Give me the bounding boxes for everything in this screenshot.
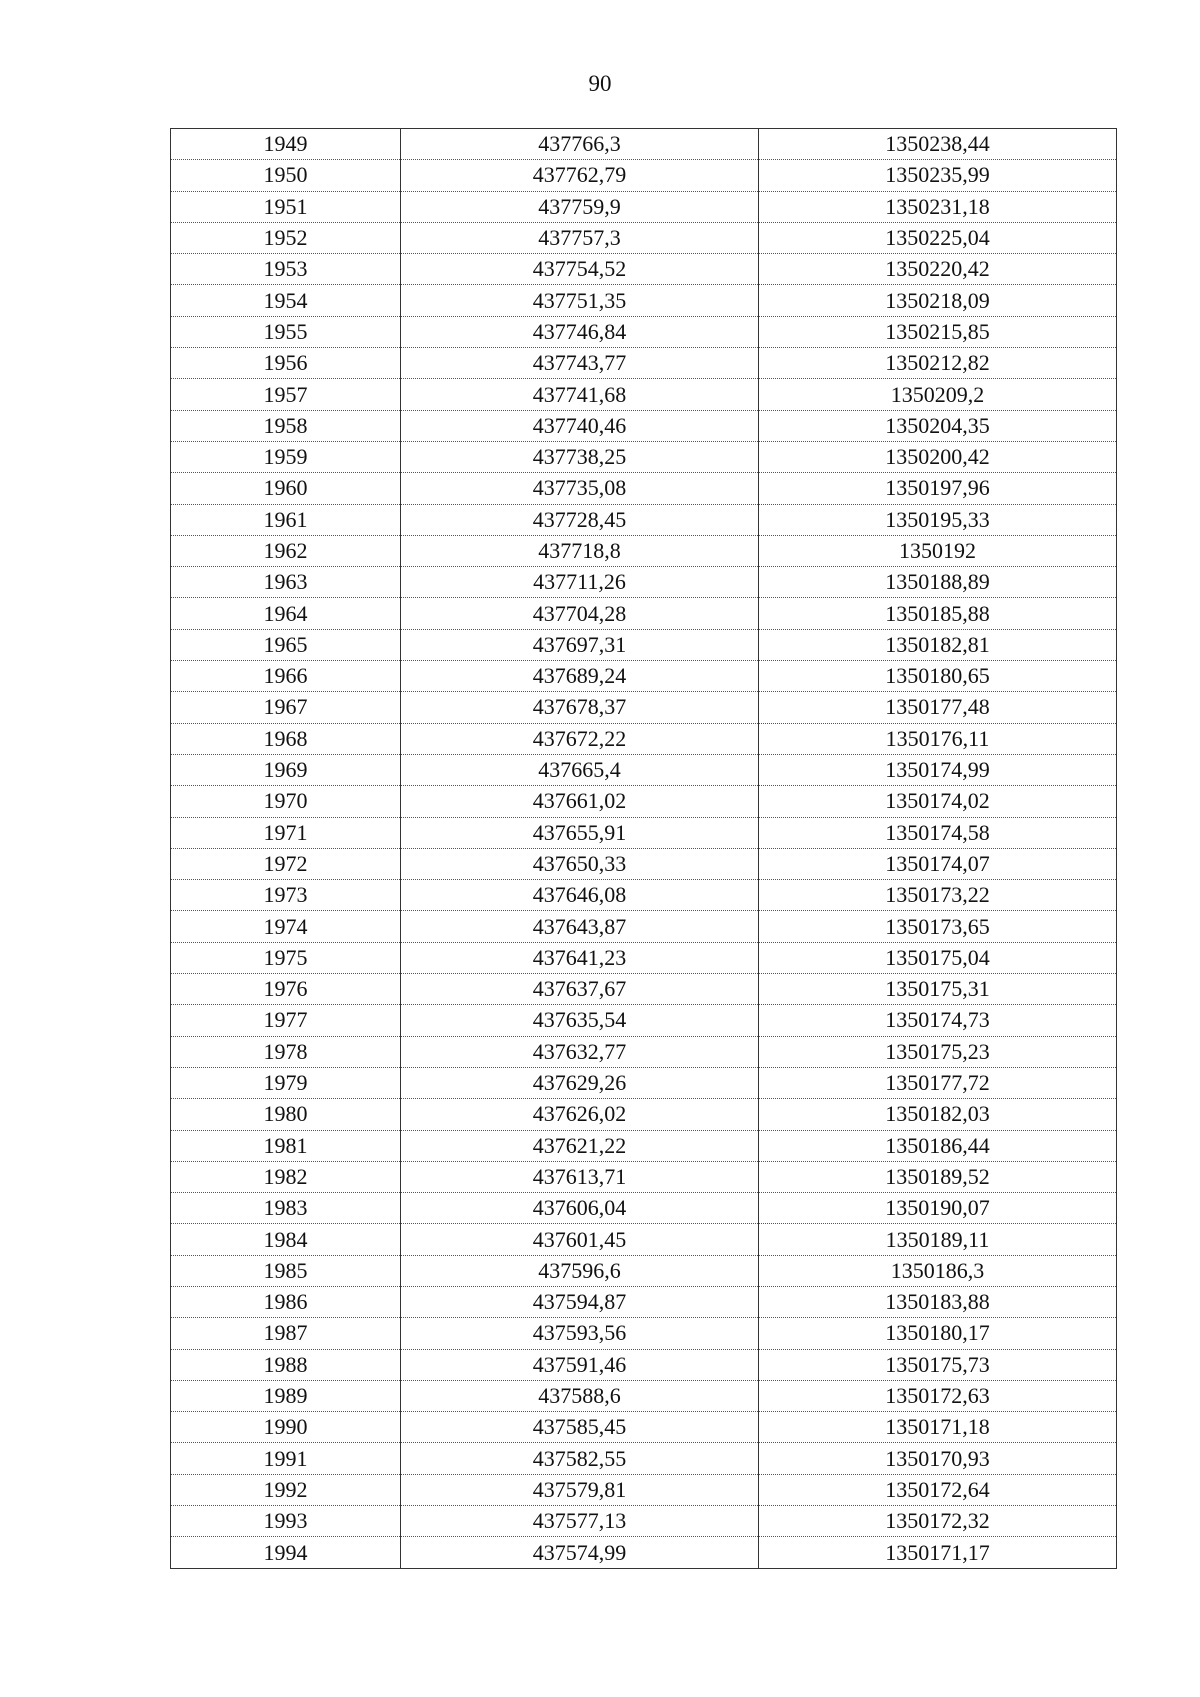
y-coordinate-cell: 1350171,17 — [759, 1537, 1117, 1568]
point-number-cell: 1970 — [171, 786, 401, 817]
point-number-cell: 1988 — [171, 1349, 401, 1380]
y-coordinate-cell: 1350172,32 — [759, 1506, 1117, 1537]
x-coordinate-cell: 437665,4 — [401, 754, 759, 785]
point-number-cell: 1969 — [171, 754, 401, 785]
x-coordinate-cell: 437704,28 — [401, 598, 759, 629]
x-coordinate-cell: 437613,71 — [401, 1161, 759, 1192]
point-number-cell: 1981 — [171, 1130, 401, 1161]
x-coordinate-cell: 437626,02 — [401, 1099, 759, 1130]
table-row — [171, 1380, 1117, 1411]
y-coordinate-cell: 1350188,89 — [759, 567, 1117, 598]
coordinates-table — [170, 128, 1117, 1569]
point-number-cell: 1978 — [171, 1036, 401, 1067]
y-coordinate-cell: 1350186,3 — [759, 1255, 1117, 1286]
y-coordinate-cell: 1350176,11 — [759, 723, 1117, 754]
x-coordinate-cell: 437735,08 — [401, 473, 759, 504]
point-number-cell: 1983 — [171, 1193, 401, 1224]
table-row — [171, 598, 1117, 629]
point-number-cell: 1989 — [171, 1380, 401, 1411]
x-coordinate-cell: 437738,25 — [401, 441, 759, 472]
point-number-cell: 1955 — [171, 316, 401, 347]
point-number-cell: 1987 — [171, 1318, 401, 1349]
table-row — [171, 410, 1117, 441]
y-coordinate-cell: 1350231,18 — [759, 191, 1117, 222]
y-coordinate-cell: 1350197,96 — [759, 473, 1117, 504]
x-coordinate-cell: 437655,91 — [401, 817, 759, 848]
x-coordinate-cell: 437743,77 — [401, 348, 759, 379]
table-row — [171, 473, 1117, 504]
table-row — [171, 1443, 1117, 1474]
y-coordinate-cell: 1350183,88 — [759, 1286, 1117, 1317]
y-coordinate-cell: 1350195,33 — [759, 504, 1117, 535]
table-row — [171, 1067, 1117, 1098]
y-coordinate-cell: 1350235,99 — [759, 160, 1117, 191]
x-coordinate-cell: 437728,45 — [401, 504, 759, 535]
table-row — [171, 504, 1117, 535]
coordinates-table-body — [171, 129, 1117, 1569]
y-coordinate-cell: 1350172,64 — [759, 1474, 1117, 1505]
x-coordinate-cell: 437606,04 — [401, 1193, 759, 1224]
x-coordinate-cell: 437697,31 — [401, 629, 759, 660]
y-coordinate-cell: 1350174,58 — [759, 817, 1117, 848]
point-number-cell: 1991 — [171, 1443, 401, 1474]
x-coordinate-cell: 437594,87 — [401, 1286, 759, 1317]
y-coordinate-cell: 1350174,02 — [759, 786, 1117, 817]
point-number-cell: 1958 — [171, 410, 401, 441]
y-coordinate-cell: 1350174,73 — [759, 1005, 1117, 1036]
y-coordinate-cell: 1350204,35 — [759, 410, 1117, 441]
x-coordinate-cell: 437591,46 — [401, 1349, 759, 1380]
y-coordinate-cell: 1350180,17 — [759, 1318, 1117, 1349]
table-row — [171, 1349, 1117, 1380]
table-row — [171, 567, 1117, 598]
y-coordinate-cell: 1350209,2 — [759, 379, 1117, 410]
x-coordinate-cell: 437672,22 — [401, 723, 759, 754]
table-row — [171, 191, 1117, 222]
y-coordinate-cell: 1350225,04 — [759, 222, 1117, 253]
y-coordinate-cell: 1350175,31 — [759, 974, 1117, 1005]
table-row — [171, 661, 1117, 692]
y-coordinate-cell: 1350182,03 — [759, 1099, 1117, 1130]
point-number-cell: 1962 — [171, 535, 401, 566]
y-coordinate-cell: 1350174,07 — [759, 848, 1117, 879]
point-number-cell: 1975 — [171, 942, 401, 973]
point-number-cell: 1950 — [171, 160, 401, 191]
y-coordinate-cell: 1350189,11 — [759, 1224, 1117, 1255]
table-row — [171, 1130, 1117, 1161]
x-coordinate-cell: 437643,87 — [401, 911, 759, 942]
x-coordinate-cell: 437632,77 — [401, 1036, 759, 1067]
point-number-cell: 1994 — [171, 1537, 401, 1568]
x-coordinate-cell: 437621,22 — [401, 1130, 759, 1161]
y-coordinate-cell: 1350177,72 — [759, 1067, 1117, 1098]
table-row — [171, 129, 1117, 160]
point-number-cell: 1979 — [171, 1067, 401, 1098]
point-number-cell: 1959 — [171, 441, 401, 472]
x-coordinate-cell: 437574,99 — [401, 1537, 759, 1568]
table-row — [171, 348, 1117, 379]
table-row — [171, 1255, 1117, 1286]
point-number-cell: 1949 — [171, 129, 401, 160]
x-coordinate-cell: 437741,68 — [401, 379, 759, 410]
y-coordinate-cell: 1350175,23 — [759, 1036, 1117, 1067]
y-coordinate-cell: 1350174,99 — [759, 754, 1117, 785]
point-number-cell: 1954 — [171, 285, 401, 316]
x-coordinate-cell: 437762,79 — [401, 160, 759, 191]
point-number-cell: 1963 — [171, 567, 401, 598]
y-coordinate-cell: 1350186,44 — [759, 1130, 1117, 1161]
y-coordinate-cell: 1350173,65 — [759, 911, 1117, 942]
table-row — [171, 535, 1117, 566]
point-number-cell: 1973 — [171, 880, 401, 911]
table-row — [171, 817, 1117, 848]
table-row — [171, 880, 1117, 911]
point-number-cell: 1986 — [171, 1286, 401, 1317]
point-number-cell: 1974 — [171, 911, 401, 942]
y-coordinate-cell: 1350170,93 — [759, 1443, 1117, 1474]
point-number-cell: 1964 — [171, 598, 401, 629]
y-coordinate-cell: 1350175,04 — [759, 942, 1117, 973]
table-row — [171, 754, 1117, 785]
x-coordinate-cell: 437596,6 — [401, 1255, 759, 1286]
table-row — [171, 1193, 1117, 1224]
table-row — [171, 692, 1117, 723]
table-row — [171, 1005, 1117, 1036]
x-coordinate-cell: 437689,24 — [401, 661, 759, 692]
point-number-cell: 1966 — [171, 661, 401, 692]
x-coordinate-cell: 437637,67 — [401, 974, 759, 1005]
point-number-cell: 1972 — [171, 848, 401, 879]
x-coordinate-cell: 437678,37 — [401, 692, 759, 723]
table-row — [171, 911, 1117, 942]
y-coordinate-cell: 1350180,65 — [759, 661, 1117, 692]
table-row — [171, 1099, 1117, 1130]
point-number-cell: 1967 — [171, 692, 401, 723]
point-number-cell: 1977 — [171, 1005, 401, 1036]
y-coordinate-cell: 1350171,18 — [759, 1412, 1117, 1443]
table-row — [171, 222, 1117, 253]
y-coordinate-cell: 1350220,42 — [759, 254, 1117, 285]
point-number-cell: 1961 — [171, 504, 401, 535]
y-coordinate-cell: 1350212,82 — [759, 348, 1117, 379]
point-number-cell: 1957 — [171, 379, 401, 410]
point-number-cell: 1960 — [171, 473, 401, 504]
table-row — [171, 1161, 1117, 1192]
x-coordinate-cell: 437740,46 — [401, 410, 759, 441]
table-row — [171, 160, 1117, 191]
table-row — [171, 316, 1117, 347]
y-coordinate-cell: 1350192 — [759, 535, 1117, 566]
x-coordinate-cell: 437661,02 — [401, 786, 759, 817]
table-row — [171, 723, 1117, 754]
y-coordinate-cell: 1350215,85 — [759, 316, 1117, 347]
y-coordinate-cell: 1350173,22 — [759, 880, 1117, 911]
point-number-cell: 1953 — [171, 254, 401, 285]
table-row — [171, 379, 1117, 410]
table-row — [171, 1412, 1117, 1443]
table-row — [171, 1224, 1117, 1255]
point-number-cell: 1976 — [171, 974, 401, 1005]
x-coordinate-cell: 437754,52 — [401, 254, 759, 285]
table-row — [171, 629, 1117, 660]
x-coordinate-cell: 437585,45 — [401, 1412, 759, 1443]
x-coordinate-cell: 437766,3 — [401, 129, 759, 160]
table-row — [171, 1506, 1117, 1537]
x-coordinate-cell: 437635,54 — [401, 1005, 759, 1036]
point-number-cell: 1952 — [171, 222, 401, 253]
point-number-cell: 1992 — [171, 1474, 401, 1505]
table-row — [171, 974, 1117, 1005]
table-row — [171, 1537, 1117, 1568]
point-number-cell: 1971 — [171, 817, 401, 848]
x-coordinate-cell: 437711,26 — [401, 567, 759, 598]
y-coordinate-cell: 1350238,44 — [759, 129, 1117, 160]
table-row — [171, 786, 1117, 817]
table-row — [171, 1286, 1117, 1317]
y-coordinate-cell: 1350200,42 — [759, 441, 1117, 472]
y-coordinate-cell: 1350185,88 — [759, 598, 1117, 629]
y-coordinate-cell: 1350182,81 — [759, 629, 1117, 660]
point-number-cell: 1968 — [171, 723, 401, 754]
point-number-cell: 1984 — [171, 1224, 401, 1255]
x-coordinate-cell: 437746,84 — [401, 316, 759, 347]
y-coordinate-cell: 1350189,52 — [759, 1161, 1117, 1192]
x-coordinate-cell: 437593,56 — [401, 1318, 759, 1349]
table-row — [171, 1474, 1117, 1505]
x-coordinate-cell: 437757,3 — [401, 222, 759, 253]
table-row — [171, 942, 1117, 973]
x-coordinate-cell: 437601,45 — [401, 1224, 759, 1255]
point-number-cell: 1956 — [171, 348, 401, 379]
point-number-cell: 1951 — [171, 191, 401, 222]
point-number-cell: 1980 — [171, 1099, 401, 1130]
y-coordinate-cell: 1350177,48 — [759, 692, 1117, 723]
table-row — [171, 1036, 1117, 1067]
point-number-cell: 1982 — [171, 1161, 401, 1192]
table-row — [171, 848, 1117, 879]
table-row — [171, 254, 1117, 285]
x-coordinate-cell: 437759,9 — [401, 191, 759, 222]
table-row — [171, 285, 1117, 316]
y-coordinate-cell: 1350172,63 — [759, 1380, 1117, 1411]
point-number-cell: 1993 — [171, 1506, 401, 1537]
table-row — [171, 1318, 1117, 1349]
x-coordinate-cell: 437751,35 — [401, 285, 759, 316]
page-number: 90 — [588, 71, 612, 96]
point-number-cell: 1990 — [171, 1412, 401, 1443]
x-coordinate-cell: 437577,13 — [401, 1506, 759, 1537]
y-coordinate-cell: 1350218,09 — [759, 285, 1117, 316]
x-coordinate-cell: 437650,33 — [401, 848, 759, 879]
x-coordinate-cell: 437629,26 — [401, 1067, 759, 1098]
x-coordinate-cell: 437718,8 — [401, 535, 759, 566]
point-number-cell: 1985 — [171, 1255, 401, 1286]
y-coordinate-cell: 1350175,73 — [759, 1349, 1117, 1380]
point-number-cell: 1965 — [171, 629, 401, 660]
y-coordinate-cell: 1350190,07 — [759, 1193, 1117, 1224]
x-coordinate-cell: 437588,6 — [401, 1380, 759, 1411]
x-coordinate-cell: 437582,55 — [401, 1443, 759, 1474]
x-coordinate-cell: 437641,23 — [401, 942, 759, 973]
x-coordinate-cell: 437646,08 — [401, 880, 759, 911]
x-coordinate-cell: 437579,81 — [401, 1474, 759, 1505]
table-row — [171, 441, 1117, 472]
